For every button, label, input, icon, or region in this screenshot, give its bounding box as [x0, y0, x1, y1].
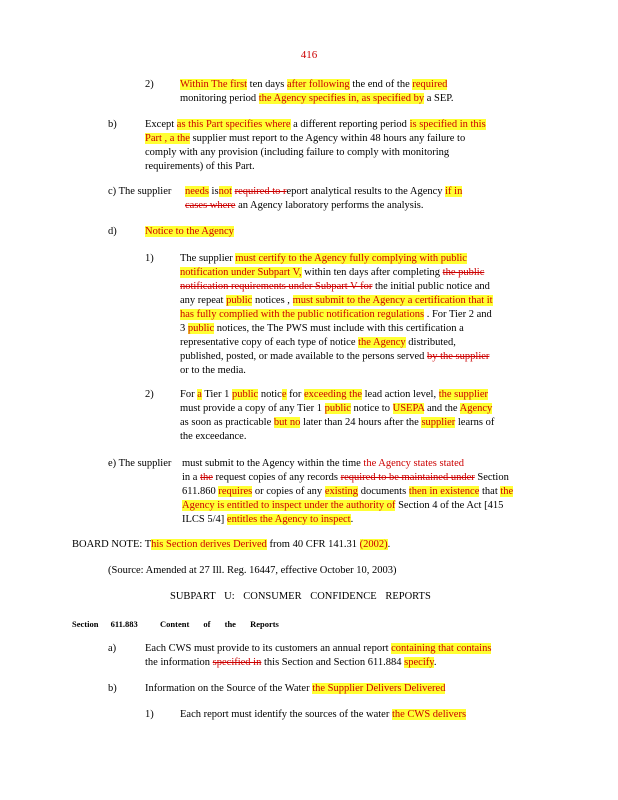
- deleted-text: cases where: [185, 200, 236, 211]
- inserted-text: notification under Subpart V,: [180, 267, 302, 278]
- text-line: [182, 485, 542, 499]
- text-line: [180, 430, 540, 444]
- text-run: later than 24 hours after the: [300, 417, 422, 428]
- inserted-text: exceeding the: [304, 389, 363, 400]
- text-line: [180, 92, 520, 106]
- inserted-text: (2002): [359, 539, 388, 550]
- text-run: .: [387, 539, 391, 550]
- text-run: the end of the: [349, 79, 413, 90]
- text-run: Information on the Source of the Water: [145, 683, 313, 694]
- item-label: d): [108, 226, 117, 237]
- text-line: [180, 280, 540, 294]
- text-run: the exceedance.: [180, 431, 247, 442]
- text-run: ten days: [247, 79, 287, 90]
- paragraph: [180, 252, 540, 378]
- text-line: [180, 78, 520, 92]
- inserted-text: but no: [273, 417, 301, 428]
- inserted-text: the CWS delivers: [391, 709, 467, 720]
- item-label: 2): [145, 389, 154, 400]
- inserted-text: required: [412, 79, 448, 90]
- deleted-text: notification requirements under Subpart V for: [180, 281, 373, 292]
- section-title: Content of the Reports: [160, 619, 279, 629]
- inserted-text: a: [197, 389, 202, 400]
- inserted-text: the Agency states stated: [363, 458, 465, 469]
- text-run: in a: [182, 472, 201, 483]
- text-run: supplier must report to the Agency within 48 hours any failure to: [189, 133, 466, 144]
- text-run: representative copy of each type of notice: [180, 337, 359, 348]
- text-run: . For Tier 2 and: [424, 309, 492, 320]
- inserted-text: if in: [445, 186, 463, 197]
- inserted-text: must certify to the Agency fully complying with public: [235, 253, 467, 264]
- text-line: [145, 146, 535, 160]
- paragraph: [180, 388, 540, 444]
- paragraph: [182, 457, 542, 527]
- item-label: e) The supplier: [108, 458, 172, 469]
- text-run: or to the media.: [180, 365, 246, 376]
- deleted-text: required to r: [234, 186, 287, 197]
- text-line: [145, 160, 535, 174]
- paragraph: [145, 118, 535, 174]
- text-line: [145, 225, 345, 239]
- text-line: [182, 471, 542, 485]
- text-run: request copies of any records: [212, 472, 341, 483]
- text-line: [180, 252, 540, 266]
- text-run: this Section and Section 611.884: [261, 657, 405, 668]
- inserted-text: specify: [404, 657, 434, 668]
- inserted-text: containing that contains: [391, 643, 492, 654]
- text-run: that: [479, 486, 501, 497]
- deleted-text: the public: [442, 267, 485, 278]
- paragraph: [180, 78, 520, 106]
- deleted-text: the: [200, 472, 213, 483]
- text-run: The supplier: [180, 253, 236, 264]
- text-line: [145, 682, 540, 696]
- text-line: [180, 336, 540, 350]
- text-line: [180, 708, 540, 722]
- inserted-text: has fully complied with the public notification regulations: [180, 309, 425, 320]
- text-run: or copies of any: [252, 486, 325, 497]
- text-line: [185, 199, 545, 213]
- text-line: [182, 513, 542, 527]
- inserted-text: must submit to the Agency a certification that it: [292, 295, 493, 306]
- inserted-text: Agency is entitled to inspect under the authority of: [182, 500, 396, 511]
- paragraph: [180, 708, 540, 722]
- text-run: notices, the The PWS must include with this certification a: [214, 323, 464, 334]
- inserted-text: public: [187, 323, 215, 334]
- text-run: ILCS 5/4]: [182, 514, 227, 525]
- inserted-text: existing: [324, 486, 359, 497]
- text-run: Except: [145, 119, 177, 130]
- text-run: notice to: [350, 403, 393, 414]
- text-line: [180, 388, 540, 402]
- text-run: 3: [180, 323, 188, 334]
- text-run: Tier 1: [201, 389, 232, 400]
- text-run: eport analytical results to the Agency: [286, 186, 446, 197]
- text-run: a different reporting period: [290, 119, 410, 130]
- text-run: BOARD NOTE: T: [72, 539, 152, 550]
- inserted-text: Within The first: [180, 79, 248, 90]
- text-run: published, posted, or made available to the persons served: [180, 351, 427, 362]
- paragraph: [145, 642, 540, 670]
- text-run: documents: [358, 486, 409, 497]
- text-run: and the: [424, 403, 460, 414]
- inserted-text: Part , a the: [145, 133, 190, 144]
- inserted-text: the Agency: [358, 337, 406, 348]
- text-line: [180, 350, 540, 364]
- text-run: For: [180, 389, 198, 400]
- text-run: from 40 CFR 141.31: [266, 539, 360, 550]
- item-label: c) The supplier: [108, 186, 172, 197]
- text-run: the information: [145, 657, 213, 668]
- item-label: b): [108, 683, 117, 694]
- text-line: [180, 364, 540, 378]
- text-run: within ten days after completing: [301, 267, 443, 278]
- heading: [145, 225, 345, 239]
- inserted-text: supplier: [421, 417, 456, 428]
- text-run: 611.860: [182, 486, 219, 497]
- text-run: must provide a copy of any Tier 1: [180, 403, 325, 414]
- inserted-text: not: [218, 186, 232, 197]
- text-run: an Agency laboratory performs the analysis.: [235, 200, 424, 211]
- text-run: Each report must identify the sources of the water: [180, 709, 392, 720]
- text-line: [145, 118, 535, 132]
- text-run: .: [350, 514, 354, 525]
- text-run: distributed,: [405, 337, 456, 348]
- text-run: comply with any provision (including failure to comply with monitoring: [145, 147, 450, 158]
- text-run: any repeat: [180, 295, 227, 306]
- text-run: notices ,: [252, 295, 293, 306]
- text-run: Each CWS must provide to its customers an annual report: [145, 643, 392, 654]
- paragraph: [185, 185, 545, 213]
- section-number: Section 611.883: [72, 619, 138, 629]
- inserted-text: then in existence: [408, 486, 480, 497]
- text-line: [180, 322, 540, 336]
- text-run: learns of: [455, 417, 495, 428]
- text-run: requirements) of this Part.: [145, 161, 255, 172]
- item-label: b): [108, 119, 117, 130]
- inserted-text: Agency: [459, 403, 493, 414]
- board-note: [72, 538, 532, 552]
- inserted-text: entitles the Agency to inspect: [226, 514, 351, 525]
- text-line: [180, 308, 540, 322]
- text-line: [145, 642, 540, 656]
- text-line: [180, 416, 540, 430]
- text-run: Section: [474, 472, 509, 483]
- text-line: [182, 499, 542, 513]
- text-line: [145, 656, 540, 670]
- inserted-text: as this Part specifies where: [176, 119, 291, 130]
- text-run: lead action level,: [362, 389, 439, 400]
- text-line: [145, 132, 535, 146]
- inserted-text: the Agency specifies in, as specified by: [258, 93, 425, 104]
- inserted-text: Notice to the Agency: [145, 226, 234, 237]
- text-run: is: [208, 186, 219, 197]
- deleted-text: specified in: [212, 657, 262, 668]
- inserted-text: e: [281, 389, 287, 400]
- deleted-text: required to be maintained under: [340, 472, 475, 483]
- paragraph: [145, 682, 540, 696]
- text-line: [180, 266, 540, 280]
- inserted-text: USEPA: [392, 403, 425, 414]
- inserted-text: needs: [185, 186, 209, 197]
- page-number: 416: [300, 49, 318, 61]
- inserted-text: his Section derives Derived: [151, 539, 267, 550]
- text-line: [180, 402, 540, 416]
- text-run: the initial public notice and: [372, 281, 490, 292]
- inserted-text: the Supplier Delivers Delivered: [312, 683, 446, 694]
- text-run: monitoring period: [180, 93, 259, 104]
- text-line: [185, 185, 545, 199]
- subpart-title: SUBPART U: CONSUMER CONFIDENCE REPORTS: [170, 591, 431, 602]
- item-label: 1): [145, 709, 154, 720]
- text-run: a SEP.: [424, 93, 454, 104]
- text-run: as soon as practicable: [180, 417, 274, 428]
- inserted-text: requires: [218, 486, 253, 497]
- inserted-text: public: [324, 403, 351, 414]
- item-label: a): [108, 643, 117, 654]
- text-run: must submit to the Agency within the time: [182, 458, 364, 469]
- item-label: 2): [145, 79, 154, 90]
- inserted-text: after following: [287, 79, 350, 90]
- text-line: [180, 294, 540, 308]
- inserted-text: the supplier: [438, 389, 488, 400]
- text-line: [182, 457, 542, 471]
- text-run: .: [433, 657, 437, 668]
- deleted-text: by the supplier: [426, 351, 490, 362]
- inserted-text: public: [231, 389, 259, 400]
- text-run: notic: [258, 389, 282, 400]
- text-run: Section 4 of the Act [415: [395, 500, 504, 511]
- inserted-text: the: [500, 486, 514, 497]
- item-label: 1): [145, 253, 154, 264]
- source-note: (Source: Amended at 27 Ill. Reg. 16447, effective October 10, 2003): [108, 565, 397, 576]
- text-run: for: [286, 389, 304, 400]
- inserted-text: is specified in this: [409, 119, 486, 130]
- inserted-text: public: [226, 295, 253, 306]
